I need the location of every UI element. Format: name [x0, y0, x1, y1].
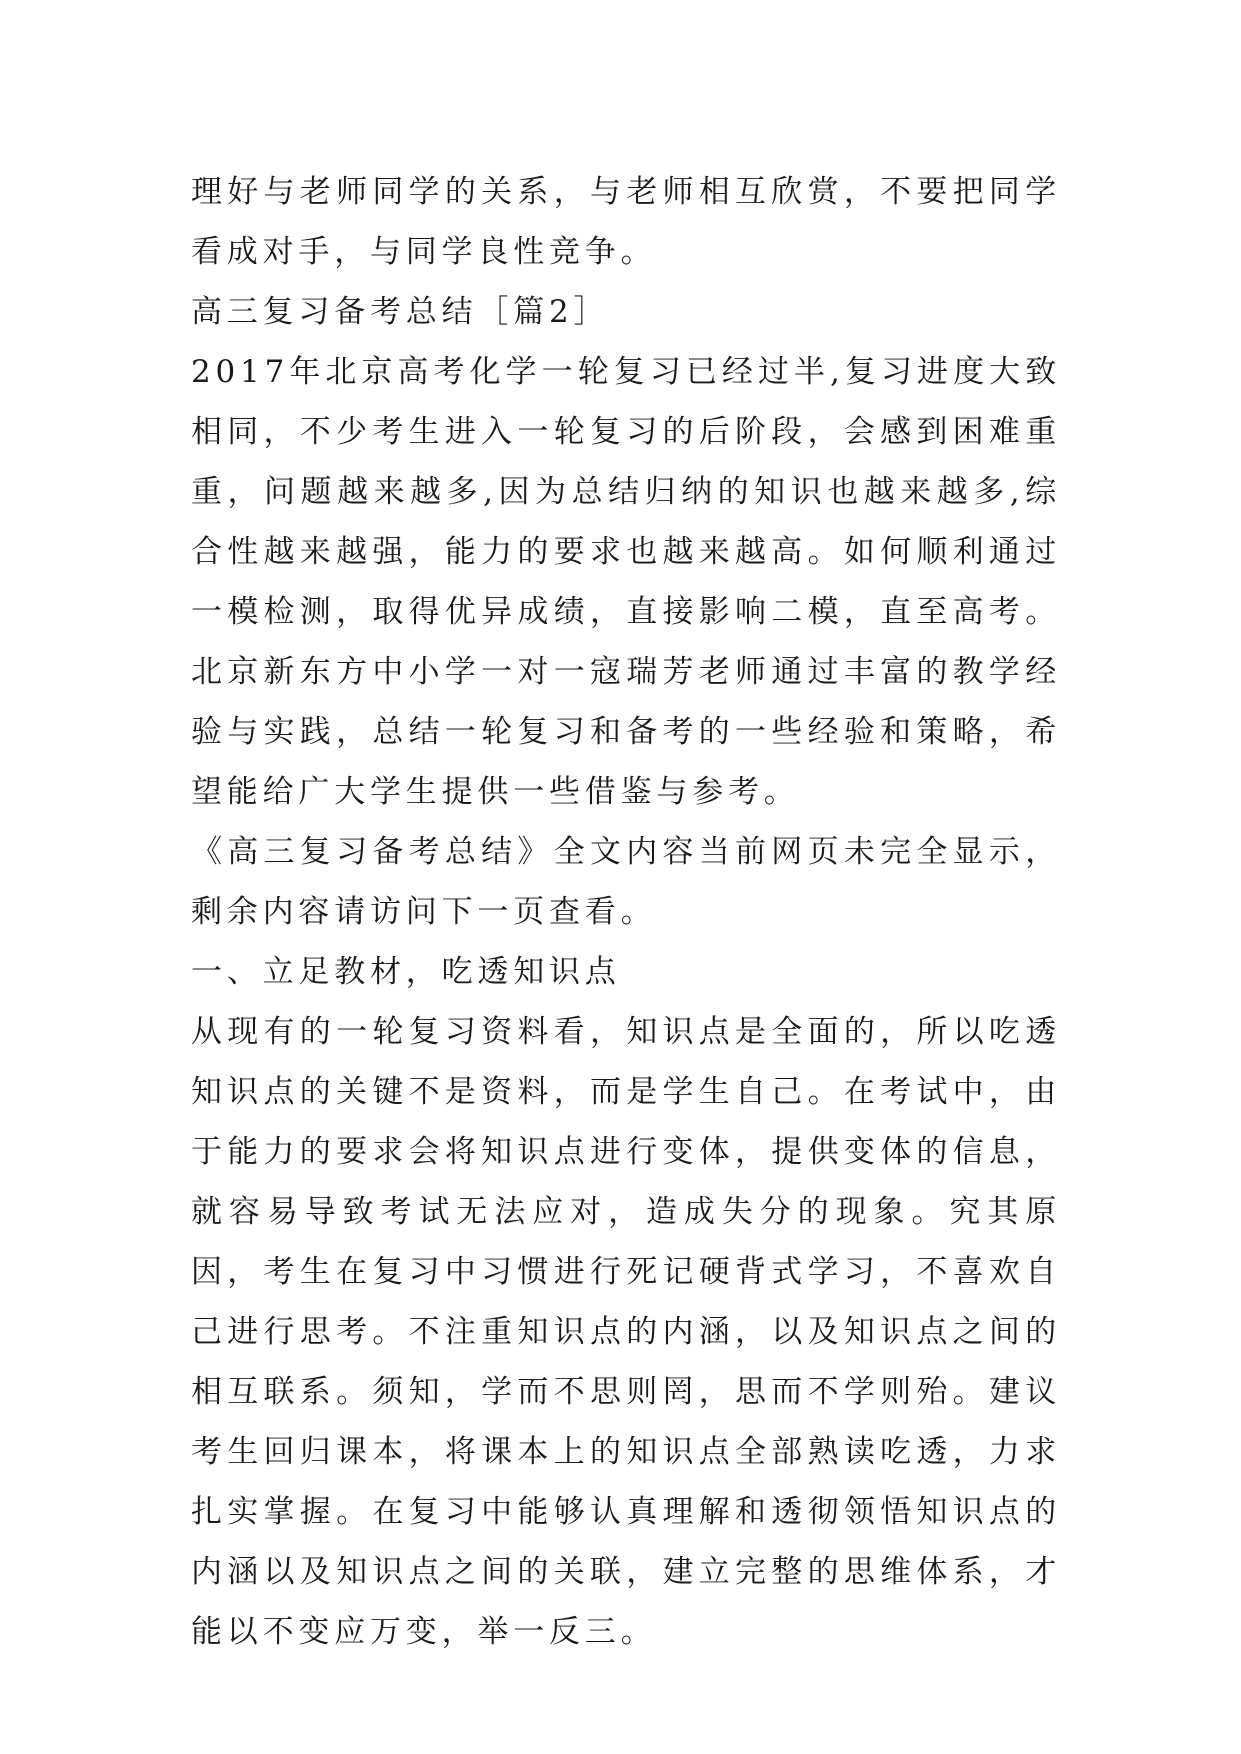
section-heading-textbook: 一、立足教材，吃透知识点: [191, 954, 621, 990]
paragraph-page-notice: 《高三复习备考总结》全文内容当前网页未完全显示，剩余内容请访问下一页查看。: [191, 834, 1061, 930]
paragraph-relationship-advice: 理好与老师同学的关系，与老师相互欣赏，不要把同学看成对手，与同学良性竞争。: [191, 174, 1061, 270]
paragraph-intro-review: 2017年北京高考化学一轮复习已经过半,复习进度大致相同，不少考生进入一轮复习的后阶段，会感到困难重重，问题越来越多,因为总结归纳的知识也越来越多,综合性越来越强，能力的要求也越来越高。如何顺利通过一模检测，取得优异成绩，直接影响二模，直至高考。北京新东方中小学一对一寇瑞芳老师通过丰富的教学经验与实践，总结一轮复习和备考的一些经验和策略，希望能给广大学生提供一些借鉴与参考。: [191, 354, 1061, 810]
paragraph-knowledge-points: 从现有的一轮复习资料看，知识点是全面的，所以吃透知识点的关键不是资料，而是学生自己。在考试中，由于能力的要求会将知识点进行变体，提供变体的信息，就容易导致考试无法应对，造成失分的现象。究其原因，考生在复习中习惯进行死记硬背式学习，不喜欢自己进行思考。不注重知识点的内涵，以及知识点之间的相互联系。须知，学而不思则罔，思而不学则殆。建议考生回归课本，将课本上的知识点全部熟读吃透，力求扎实掌握。在复习中能够认真理解和透彻领悟知识点的内涵以及知识点之间的关联，建立完整的思维体系，才能以不变应万变，举一反三。: [191, 1014, 1061, 1650]
document-body: [191, 162, 1061, 1662]
section-heading-part-2: 高三复习备考总结［篇2］: [191, 294, 610, 330]
